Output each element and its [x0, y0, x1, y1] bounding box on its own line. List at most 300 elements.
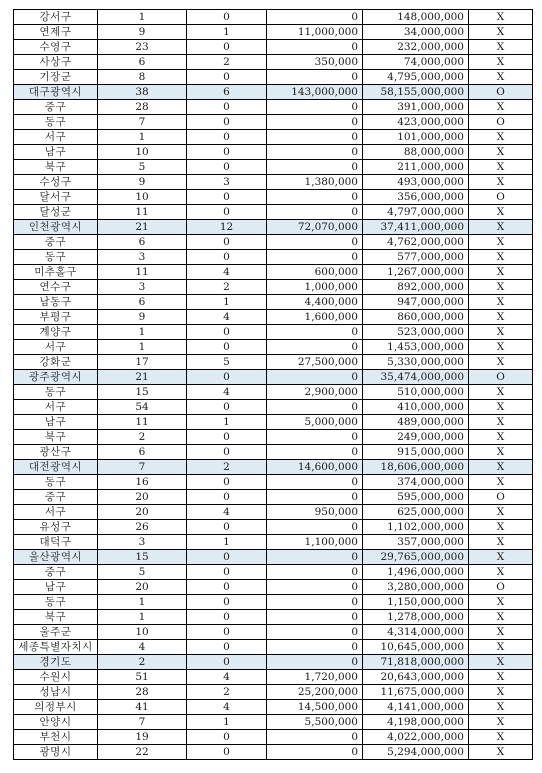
cell-budget: 4,795,000,000	[363, 70, 469, 85]
cell-count: 11	[98, 205, 187, 220]
table-row	[14, 175, 533, 190]
cell-name: 수성구	[14, 175, 98, 190]
cell-count: 6	[98, 55, 187, 70]
cell-budget: 18,606,000,000	[363, 460, 469, 475]
cell-budget: 34,000,000	[363, 25, 469, 40]
cell-amount: 0	[267, 145, 363, 160]
cell-name: 서구	[14, 340, 98, 355]
cell-name: 수원시	[14, 670, 98, 685]
cell-cases: 0	[187, 70, 267, 85]
cell-cases: 2	[187, 460, 267, 475]
cell-count: 6	[98, 445, 187, 460]
cell-name: 동구	[14, 475, 98, 490]
cell-flag: X	[469, 55, 533, 70]
cell-flag: X	[469, 265, 533, 280]
cell-count: 11	[98, 265, 187, 280]
cell-amount: 0	[267, 205, 363, 220]
cell-name: 성남시	[14, 685, 98, 700]
cell-name: 대구광역시	[14, 85, 98, 100]
cell-flag: O	[469, 115, 533, 130]
cell-flag: X	[469, 205, 533, 220]
cell-name: 동구	[14, 115, 98, 130]
cell-count: 15	[98, 385, 187, 400]
cell-count: 21	[98, 370, 187, 385]
cell-name: 중구	[14, 490, 98, 505]
cell-amount: 0	[267, 445, 363, 460]
cell-budget: 4,762,000,000	[363, 235, 469, 250]
cell-amount: 5,500,000	[267, 715, 363, 730]
cell-count: 2	[98, 430, 187, 445]
cell-flag: X	[469, 220, 533, 235]
cell-amount: 0	[267, 625, 363, 640]
table-row	[14, 385, 533, 400]
cell-cases: 1	[187, 295, 267, 310]
cell-count: 6	[98, 295, 187, 310]
cell-budget: 860,000,000	[363, 310, 469, 325]
cell-count: 8	[98, 70, 187, 85]
cell-cases: 0	[187, 475, 267, 490]
table-row-region	[14, 655, 533, 670]
table-row	[14, 445, 533, 460]
cell-flag: O	[469, 85, 533, 100]
cell-name: 서구	[14, 130, 98, 145]
data-table	[13, 9, 533, 760]
cell-amount: 0	[267, 40, 363, 55]
cell-flag: O	[469, 490, 533, 505]
cell-budget: 1,453,000,000	[363, 340, 469, 355]
cell-cases: 0	[187, 115, 267, 130]
cell-cases: 0	[187, 145, 267, 160]
cell-cases: 0	[187, 610, 267, 625]
cell-cases: 12	[187, 220, 267, 235]
cell-flag: X	[469, 100, 533, 115]
cell-name: 강서구	[14, 10, 98, 25]
cell-amount: 14,500,000	[267, 700, 363, 715]
table-row	[14, 145, 533, 160]
cell-count: 23	[98, 40, 187, 55]
cell-name: 광산구	[14, 445, 98, 460]
table-row-region	[14, 460, 533, 475]
cell-budget: 947,000,000	[363, 295, 469, 310]
cell-cases: 6	[187, 85, 267, 100]
cell-count: 15	[98, 550, 187, 565]
cell-cases: 0	[187, 400, 267, 415]
cell-name: 인천광역시	[14, 220, 98, 235]
cell-flag: X	[469, 70, 533, 85]
cell-name: 대전광역시	[14, 460, 98, 475]
table-row-region	[14, 220, 533, 235]
cell-name: 부천시	[14, 730, 98, 745]
cell-cases: 5	[187, 355, 267, 370]
cell-flag: X	[469, 655, 533, 670]
cell-cases: 1	[187, 415, 267, 430]
cell-count: 10	[98, 190, 187, 205]
cell-cases: 4	[187, 670, 267, 685]
table-row	[14, 325, 533, 340]
cell-budget: 4,314,000,000	[363, 625, 469, 640]
table-row	[14, 205, 533, 220]
cell-cases: 0	[187, 340, 267, 355]
cell-flag: X	[469, 520, 533, 535]
cell-amount: 0	[267, 520, 363, 535]
cell-cases: 0	[187, 745, 267, 760]
cell-cases: 2	[187, 280, 267, 295]
cell-count: 41	[98, 700, 187, 715]
table-row	[14, 130, 533, 145]
cell-budget: 37,411,000,000	[363, 220, 469, 235]
table-row	[14, 340, 533, 355]
cell-name: 중구	[14, 235, 98, 250]
cell-flag: O	[469, 580, 533, 595]
table-row	[14, 10, 533, 25]
cell-flag: X	[469, 280, 533, 295]
cell-cases: 0	[187, 325, 267, 340]
data-table-container	[13, 9, 532, 760]
cell-flag: X	[469, 175, 533, 190]
cell-name: 중구	[14, 100, 98, 115]
cell-flag: X	[469, 640, 533, 655]
cell-flag: X	[469, 340, 533, 355]
cell-budget: 232,000,000	[363, 40, 469, 55]
cell-amount: 11,000,000	[267, 25, 363, 40]
cell-budget: 88,000,000	[363, 145, 469, 160]
cell-amount: 0	[267, 610, 363, 625]
table-row	[14, 250, 533, 265]
cell-amount: 0	[267, 550, 363, 565]
cell-count: 28	[98, 100, 187, 115]
cell-amount: 14,600,000	[267, 460, 363, 475]
cell-count: 3	[98, 280, 187, 295]
cell-amount: 72,070,000	[267, 220, 363, 235]
cell-name: 서구	[14, 505, 98, 520]
cell-name: 동구	[14, 250, 98, 265]
cell-count: 6	[98, 235, 187, 250]
table-row	[14, 730, 533, 745]
cell-name: 대덕구	[14, 535, 98, 550]
cell-budget: 523,000,000	[363, 325, 469, 340]
cell-flag: X	[469, 415, 533, 430]
cell-count: 20	[98, 505, 187, 520]
cell-name: 남구	[14, 580, 98, 595]
cell-name: 남구	[14, 145, 98, 160]
cell-name: 강화군	[14, 355, 98, 370]
cell-count: 2	[98, 655, 187, 670]
cell-amount: 0	[267, 580, 363, 595]
cell-amount: 0	[267, 70, 363, 85]
cell-count: 10	[98, 625, 187, 640]
cell-count: 38	[98, 85, 187, 100]
cell-cases: 0	[187, 130, 267, 145]
cell-amount: 1,100,000	[267, 535, 363, 550]
cell-name: 수영구	[14, 40, 98, 55]
cell-amount: 0	[267, 250, 363, 265]
cell-count: 26	[98, 520, 187, 535]
table-row	[14, 400, 533, 415]
cell-count: 11	[98, 415, 187, 430]
table-row	[14, 160, 533, 175]
cell-count: 1	[98, 610, 187, 625]
cell-flag: X	[469, 535, 533, 550]
cell-count: 1	[98, 340, 187, 355]
cell-cases: 0	[187, 640, 267, 655]
table-row	[14, 430, 533, 445]
cell-budget: 410,000,000	[363, 400, 469, 415]
cell-amount: 5,000,000	[267, 415, 363, 430]
table-row	[14, 310, 533, 325]
cell-count: 5	[98, 565, 187, 580]
cell-count: 17	[98, 355, 187, 370]
table-row-region	[14, 370, 533, 385]
cell-flag: X	[469, 460, 533, 475]
cell-cases: 0	[187, 550, 267, 565]
cell-cases: 1	[187, 535, 267, 550]
cell-flag: X	[469, 445, 533, 460]
cell-count: 9	[98, 25, 187, 40]
table-row	[14, 685, 533, 700]
cell-count: 7	[98, 115, 187, 130]
cell-budget: 74,000,000	[363, 55, 469, 70]
cell-flag: X	[469, 250, 533, 265]
cell-count: 28	[98, 685, 187, 700]
cell-amount: 0	[267, 595, 363, 610]
cell-amount: 0	[267, 430, 363, 445]
cell-amount: 0	[267, 115, 363, 130]
cell-name: 유성구	[14, 520, 98, 535]
cell-cases: 0	[187, 160, 267, 175]
cell-name: 남동구	[14, 295, 98, 310]
cell-budget: 58,155,000,000	[363, 85, 469, 100]
cell-count: 1	[98, 10, 187, 25]
cell-name: 북구	[14, 610, 98, 625]
cell-flag: X	[469, 310, 533, 325]
cell-amount: 0	[267, 640, 363, 655]
table-body	[14, 10, 533, 760]
table-row	[14, 70, 533, 85]
cell-amount: 1,720,000	[267, 670, 363, 685]
table-row	[14, 595, 533, 610]
cell-name: 울산광역시	[14, 550, 98, 565]
cell-cases: 4	[187, 700, 267, 715]
cell-cases: 0	[187, 565, 267, 580]
cell-flag: X	[469, 160, 533, 175]
table-row-region	[14, 85, 533, 100]
cell-budget: 374,000,000	[363, 475, 469, 490]
cell-cases: 4	[187, 310, 267, 325]
cell-name: 경기도	[14, 655, 98, 670]
cell-amount: 0	[267, 730, 363, 745]
table-row	[14, 235, 533, 250]
cell-count: 20	[98, 580, 187, 595]
cell-amount: 0	[267, 370, 363, 385]
cell-name: 중구	[14, 565, 98, 580]
cell-count: 10	[98, 145, 187, 160]
table-row	[14, 490, 533, 505]
cell-budget: 20,643,000,000	[363, 670, 469, 685]
cell-flag: X	[469, 505, 533, 520]
table-row	[14, 475, 533, 490]
cell-flag: X	[469, 355, 533, 370]
cell-cases: 0	[187, 730, 267, 745]
cell-count: 54	[98, 400, 187, 415]
table-row	[14, 580, 533, 595]
cell-cases: 0	[187, 520, 267, 535]
table-row	[14, 715, 533, 730]
cell-count: 7	[98, 715, 187, 730]
cell-flag: X	[469, 430, 533, 445]
cell-flag: X	[469, 670, 533, 685]
cell-name: 북구	[14, 160, 98, 175]
table-row	[14, 265, 533, 280]
cell-count: 5	[98, 160, 187, 175]
table-row	[14, 190, 533, 205]
cell-flag: X	[469, 715, 533, 730]
cell-budget: 4,022,000,000	[363, 730, 469, 745]
cell-amount: 0	[267, 325, 363, 340]
cell-flag: X	[469, 235, 533, 250]
cell-count: 7	[98, 460, 187, 475]
cell-name: 세종특별자치시	[14, 640, 98, 655]
table-row	[14, 40, 533, 55]
cell-name: 의정부시	[14, 700, 98, 715]
cell-flag: X	[469, 295, 533, 310]
cell-amount: 0	[267, 400, 363, 415]
cell-budget: 211,000,000	[363, 160, 469, 175]
cell-flag: X	[469, 595, 533, 610]
cell-flag: X	[469, 400, 533, 415]
cell-name: 광명시	[14, 745, 98, 760]
cell-flag: X	[469, 475, 533, 490]
cell-cases: 4	[187, 505, 267, 520]
cell-amount: 0	[267, 100, 363, 115]
cell-amount: 1,000,000	[267, 280, 363, 295]
cell-name: 기장군	[14, 70, 98, 85]
cell-amount: 0	[267, 745, 363, 760]
cell-budget: 3,280,000,000	[363, 580, 469, 595]
cell-budget: 595,000,000	[363, 490, 469, 505]
cell-budget: 10,645,000,000	[363, 640, 469, 655]
cell-cases: 0	[187, 445, 267, 460]
cell-name: 안양시	[14, 715, 98, 730]
cell-budget: 4,797,000,000	[363, 205, 469, 220]
cell-cases: 0	[187, 655, 267, 670]
cell-count: 4	[98, 640, 187, 655]
table-row	[14, 355, 533, 370]
cell-count: 9	[98, 310, 187, 325]
cell-cases: 0	[187, 580, 267, 595]
table-row	[14, 295, 533, 310]
cell-cases: 0	[187, 490, 267, 505]
cell-count: 3	[98, 535, 187, 550]
cell-flag: X	[469, 685, 533, 700]
table-row	[14, 115, 533, 130]
cell-count: 16	[98, 475, 187, 490]
cell-amount: 0	[267, 130, 363, 145]
table-row	[14, 700, 533, 715]
cell-budget: 4,198,000,000	[363, 715, 469, 730]
cell-flag: X	[469, 610, 533, 625]
cell-budget: 892,000,000	[363, 280, 469, 295]
cell-amount: 0	[267, 655, 363, 670]
cell-cases: 0	[187, 250, 267, 265]
table-row	[14, 670, 533, 685]
cell-amount: 1,600,000	[267, 310, 363, 325]
cell-count: 1	[98, 595, 187, 610]
cell-cases: 2	[187, 55, 267, 70]
cell-budget: 357,000,000	[363, 535, 469, 550]
cell-amount: 0	[267, 235, 363, 250]
cell-budget: 35,474,000,000	[363, 370, 469, 385]
table-row	[14, 610, 533, 625]
cell-amount: 0	[267, 340, 363, 355]
cell-cases: 0	[187, 190, 267, 205]
cell-amount: 27,500,000	[267, 355, 363, 370]
cell-flag: X	[469, 25, 533, 40]
cell-budget: 489,000,000	[363, 415, 469, 430]
cell-budget: 148,000,000	[363, 10, 469, 25]
table-row	[14, 415, 533, 430]
cell-budget: 29,765,000,000	[363, 550, 469, 565]
cell-count: 51	[98, 670, 187, 685]
cell-flag: O	[469, 190, 533, 205]
cell-cases: 0	[187, 235, 267, 250]
cell-name: 광주광역시	[14, 370, 98, 385]
cell-amount: 25,200,000	[267, 685, 363, 700]
cell-budget: 1,150,000,000	[363, 595, 469, 610]
cell-budget: 510,000,000	[363, 385, 469, 400]
cell-name: 사상구	[14, 55, 98, 70]
cell-amount: 0	[267, 475, 363, 490]
table-row	[14, 100, 533, 115]
cell-amount: 4,400,000	[267, 295, 363, 310]
cell-cases: 4	[187, 265, 267, 280]
cell-flag: X	[469, 385, 533, 400]
table-row	[14, 565, 533, 580]
cell-name: 서구	[14, 400, 98, 415]
cell-cases: 3	[187, 175, 267, 190]
cell-amount: 0	[267, 160, 363, 175]
cell-count: 1	[98, 130, 187, 145]
cell-amount: 0	[267, 10, 363, 25]
cell-name: 북구	[14, 430, 98, 445]
cell-amount: 0	[267, 565, 363, 580]
cell-name: 울주군	[14, 625, 98, 640]
cell-cases: 0	[187, 430, 267, 445]
cell-flag: X	[469, 550, 533, 565]
cell-name: 달서구	[14, 190, 98, 205]
cell-budget: 4,141,000,000	[363, 700, 469, 715]
cell-budget: 101,000,000	[363, 130, 469, 145]
cell-name: 연제구	[14, 25, 98, 40]
cell-cases: 0	[187, 205, 267, 220]
cell-budget: 391,000,000	[363, 100, 469, 115]
cell-name: 미추홀구	[14, 265, 98, 280]
cell-name: 연수구	[14, 280, 98, 295]
cell-flag: X	[469, 745, 533, 760]
cell-amount: 0	[267, 190, 363, 205]
cell-budget: 625,000,000	[363, 505, 469, 520]
cell-cases: 1	[187, 25, 267, 40]
cell-name: 동구	[14, 595, 98, 610]
cell-count: 3	[98, 250, 187, 265]
cell-name: 부평구	[14, 310, 98, 325]
cell-cases: 0	[187, 100, 267, 115]
cell-name: 동구	[14, 385, 98, 400]
table-row	[14, 520, 533, 535]
cell-count: 21	[98, 220, 187, 235]
cell-cases: 0	[187, 625, 267, 640]
cell-flag: X	[469, 625, 533, 640]
table-row	[14, 625, 533, 640]
